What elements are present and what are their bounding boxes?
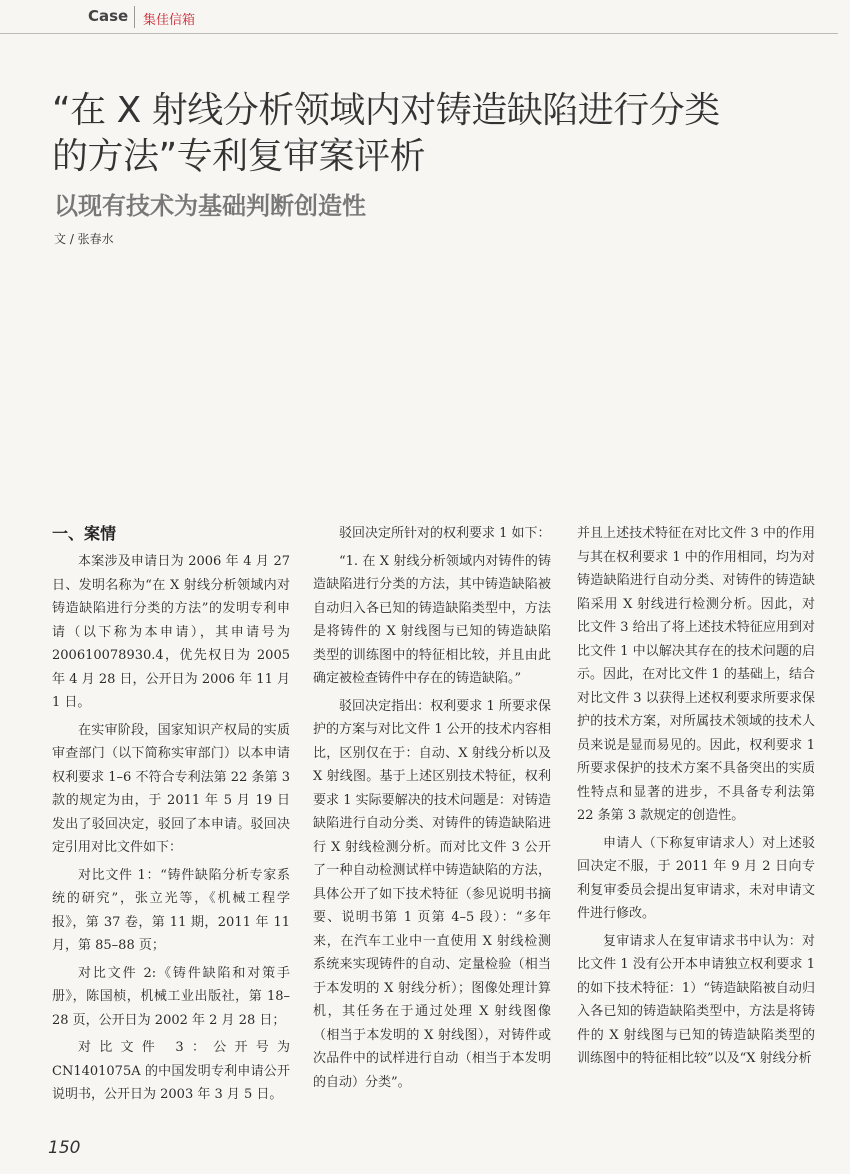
article-title <box>52 88 812 180</box>
text-column-2 <box>313 522 551 1098</box>
paragraph: 对比文件 1：“铸件缺陷分析专家系统的研究”，张立光等，《机械工程学报》，第 37 卷，第 11 期，2011 年 11 月，第 85–88 页； <box>52 867 290 953</box>
paragraph: 对比文件 3：公开号为 CN1401075A 的中国发明专利申请公开说明书，公开日为 2003 年 3 月 5 日。 <box>52 1040 290 1102</box>
paragraph: 并且上述技术特征在对比文件 3 中的作用与其在权利要求 1 中的作用相同，均为对铸造缺陷进行自动分类、对铸件的铸造缺陷采用 X 射线进行检测分析。因此，对比文件 3 给出了将上述技术特征应用到对比文件 1 中以解决其存在的技术问题的启示。因此，在对比文件 1 的基础上，结合对比文件 3 以获得上述权利要求所要求保护的技术方案，对所属技术领域的技术人员来说是显而易见的。因此，权利要求 1 所要求保护的技术方案不具备突出的实质性特点和显著的进步，不具备专利法第 22 条第 3 款规定的创造性。 <box>577 526 815 823</box>
section-heading: 一、案情 <box>52 524 117 543</box>
text-column-1 <box>52 522 290 1111</box>
title-line-1: “在 X 射线分析领域内对铸造缺陷进行分类 <box>52 90 720 131</box>
header-divider <box>134 6 135 28</box>
byline: 文 / 张春水 <box>54 232 114 246</box>
header-rule <box>0 33 838 34</box>
paragraph: 在实审阶段，国家知识产权局的实质审查部门（以下简称实审部门）以本申请权利要求 1–6 不符合专利法第 22 条第 3 款的规定为由，于 2011 年 5 月 19 日发出了驳回决定，驳回了本申请。驳回决定引用对比文件如下： <box>52 722 290 855</box>
paragraph: 驳回决定指出：权利要求 1 所要求保护的方案与对比文件 1 公开的技术内容相比，区别仅在于：自动、X 射线分析以及 X 射线图。基于上述区别技术特征，权利要求 1 实际要解决的技术问题是：对铸造缺陷进行自动分类、对铸件的铸造缺陷进行 X 射线检测分析。而对比文件 3 公开了一种自动检测试样中铸造缺陷的方法，具体公开了如下技术特征（参见说明书摘要、说明书第 1 页第 4–5 段）：“多年来，在汽车工业中一直使用 X 射线检测系统来实现铸件的自动、定量检验（相当于本发明的 X 射线分析）；图像处理计算机，其任务在于通过处理 X 射线图像（相当于本发明的 X 射线图），对铸件或次品件中的试样进行自动（相当于本发明的自动）分类”。 <box>313 698 551 1090</box>
text-column-3 <box>577 522 815 1075</box>
paragraph: “1. 在 X 射线分析领域内对铸件的铸造缺陷进行分类的方法，其中铸造缺陷被自动归入各已知的铸造缺陷类型中，方法是将铸件的 X 射线图与已知的铸造缺陷类型的训练图中的特征相比较，并且由此确定被检查铸件中存在的铸造缺陷。” <box>313 553 551 686</box>
case-label: Case <box>88 7 129 25</box>
paragraph: 复审请求人在复审请求书中认为：对比文件 1 没有公开本申请独立权利要求 1 的如下技术特征：1）“铸造缺陷被自动归入各已知的铸造缺陷类型中，方法是将铸件的 X 射线图与已知的铸造缺陷类型的训练图中的特征相比较”以及“X 射线分析 <box>577 933 815 1066</box>
column-label: 集佳信箱 <box>143 13 196 28</box>
title-line-2: 的方法”专利复审案评析 <box>52 136 426 177</box>
paragraph: 对比文件 2:《铸件缺陷和对策手册》，陈国桢，机械工业出版社，第 18–28 页，公开日为 2002 年 2 月 28 日； <box>52 965 290 1028</box>
paragraph: 本案涉及申请日为 2006 年 4 月 27 日、发明名称为“在 X 射线分析领域内对铸造缺陷进行分类的方法”的发明专利申请（以下称为本申请），其申请号为 200610078930.4，优先权日为 2005 年 4 月 28 日，公开日为 2006 年 11 月 1 日。 <box>52 554 290 710</box>
article-subtitle: 以现有技术为基础判断创造性 <box>54 192 366 220</box>
paragraph: 驳回决定所针对的权利要求 1 如下： <box>339 526 551 541</box>
page-number: 150 <box>48 1138 81 1158</box>
page-header <box>0 0 850 36</box>
paragraph: 申请人（下称复审请求人）对上述驳回决定不服，于 2011 年 9 月 2 日向专利复审委员会提出复审请求，未对申请文件进行修改。 <box>577 835 815 921</box>
